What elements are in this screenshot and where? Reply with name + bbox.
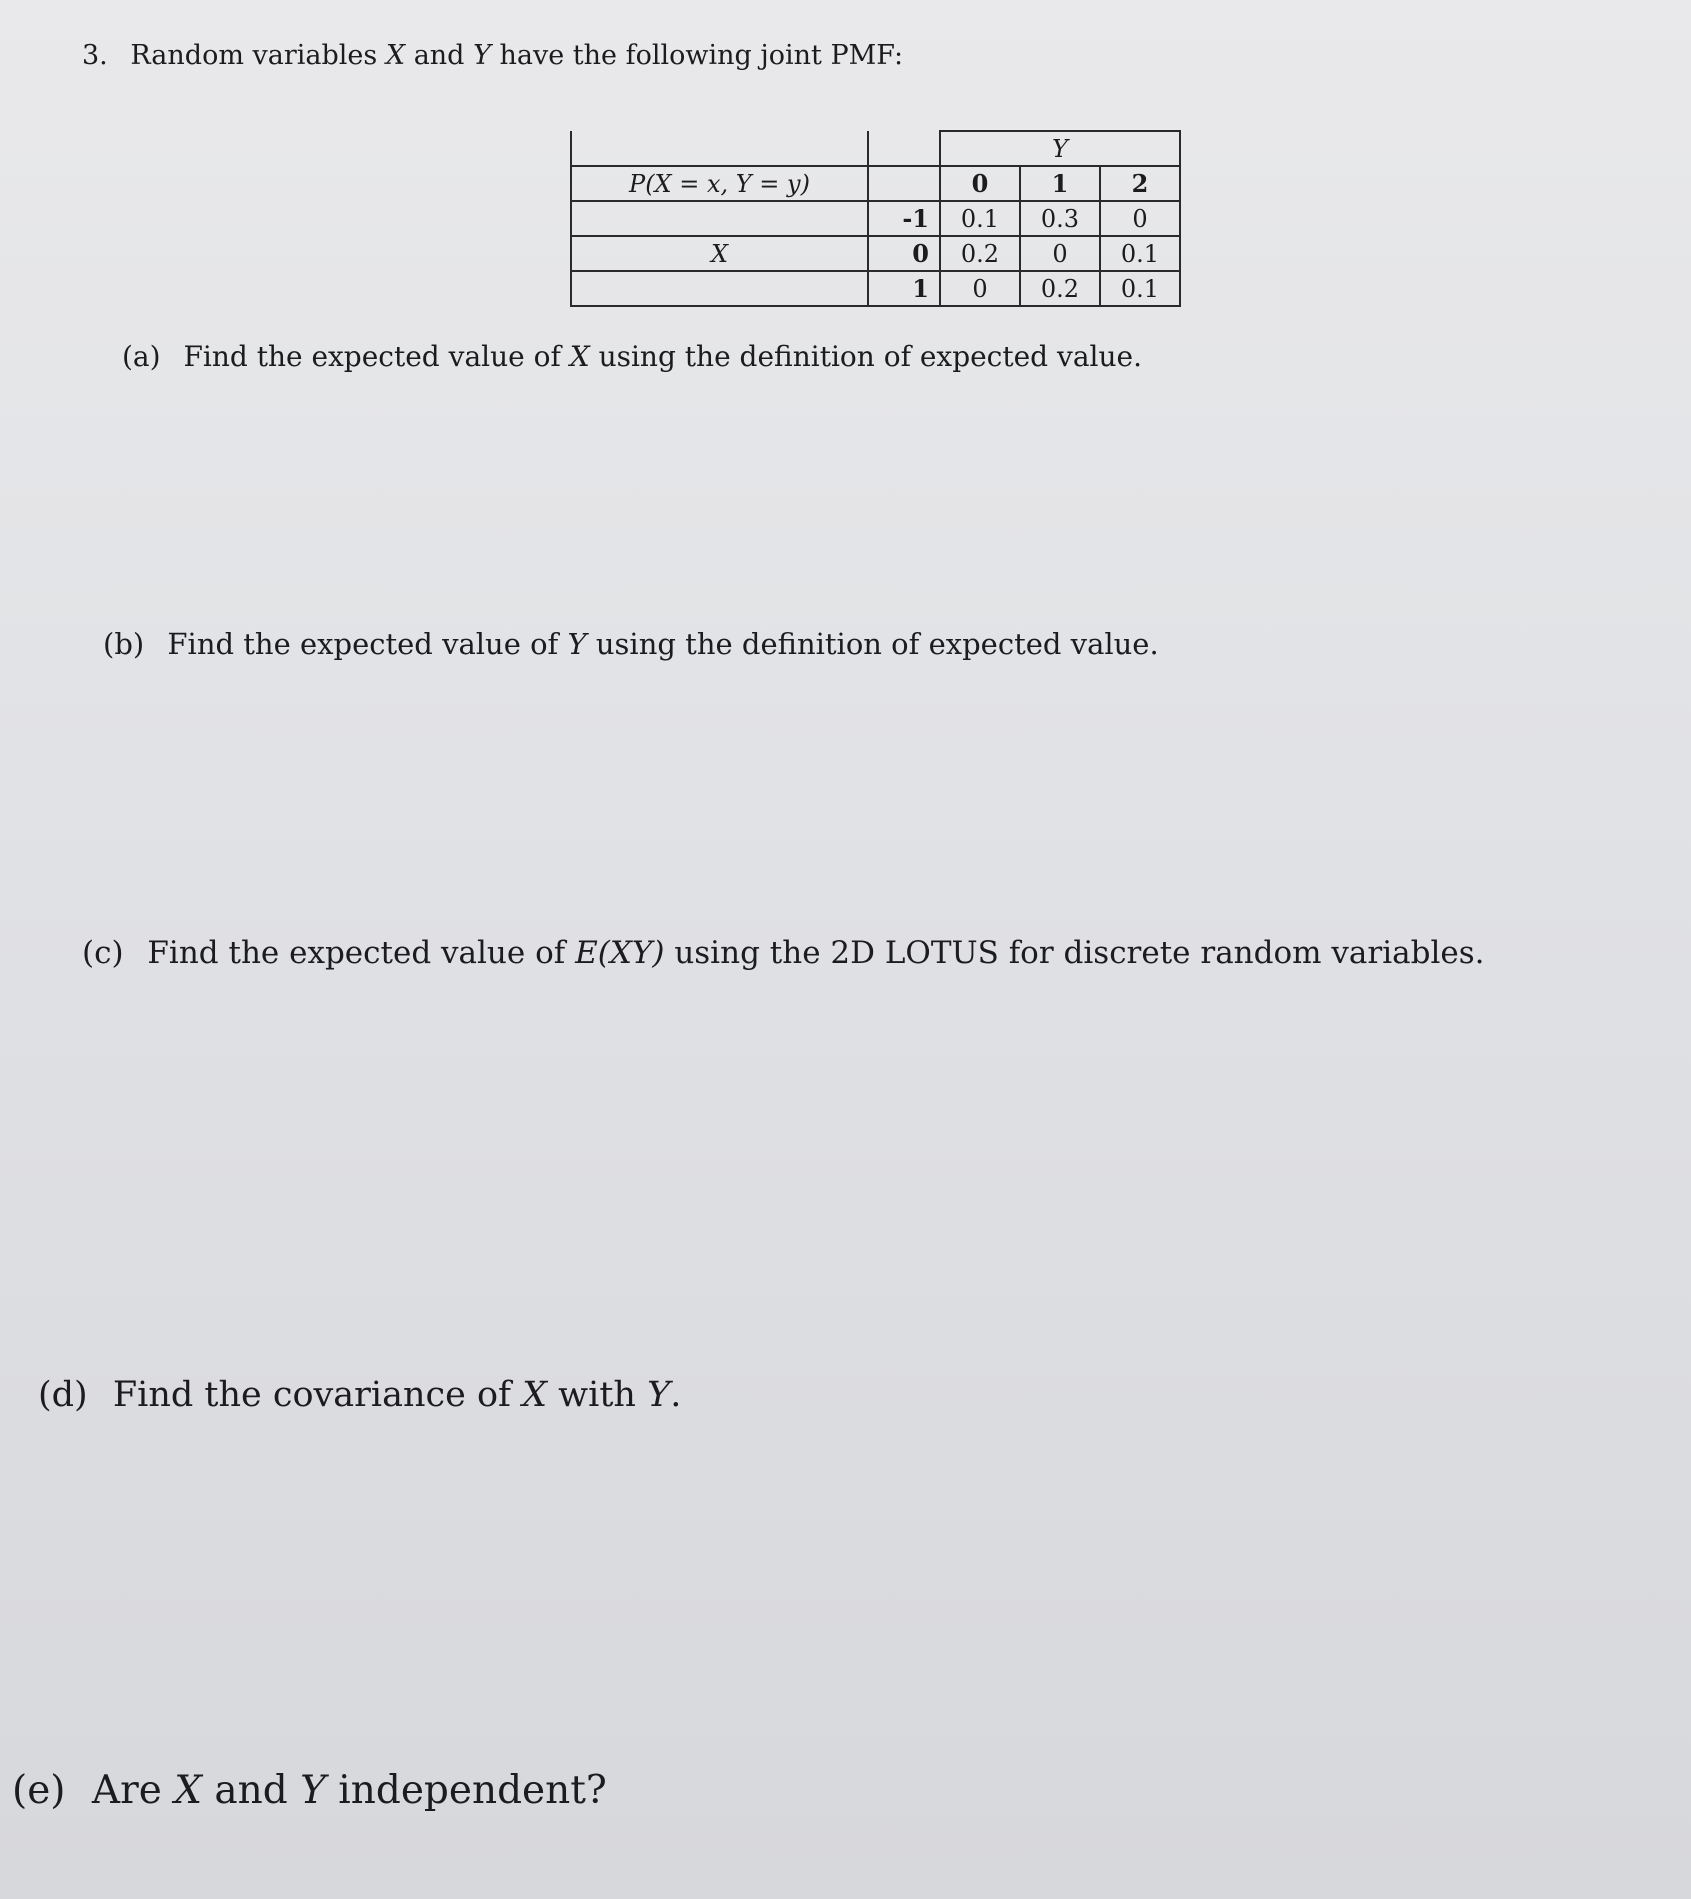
var-x: X: [385, 40, 406, 71]
question-text: using the definition of expected value.: [598, 340, 1142, 373]
part-c-question: [82, 935, 1484, 971]
and-text: and: [413, 40, 465, 71]
question-text: Find the expected value of: [167, 627, 559, 661]
problem-statement: [82, 40, 903, 71]
question-text: and: [214, 1768, 288, 1813]
var-y: Y: [567, 627, 587, 661]
table-row: [571, 271, 1180, 306]
var-y: Y: [473, 40, 491, 71]
table-row: [571, 131, 1180, 166]
var-y: Y: [647, 1375, 671, 1415]
expectation-expression: E(XY): [575, 935, 665, 971]
y-value-header: 1: [1020, 166, 1100, 201]
pmf-cell: 0: [1020, 236, 1100, 271]
joint-pmf-table: [570, 130, 1181, 307]
part-label: (a): [122, 340, 161, 373]
x-value-header: 0: [868, 236, 940, 271]
pmf-cell: 0.2: [940, 236, 1020, 271]
problem-intro-text-2: have the following joint PMF:: [499, 40, 904, 71]
question-text: Find the covariance of: [112, 1375, 511, 1415]
pmf-cell: 0.1: [1100, 236, 1180, 271]
y-value-header: 0: [940, 166, 1020, 201]
part-label: (b): [103, 627, 145, 661]
pmf-cell: 0.3: [1020, 201, 1100, 236]
question-text: .: [670, 1375, 682, 1415]
pmf-corner-label: P(X = x, Y = y): [571, 166, 868, 201]
x-header: X: [571, 236, 868, 271]
part-label: (c): [82, 935, 124, 971]
problem-intro-text: Random variables: [130, 40, 378, 71]
pmf-cell: 0: [1100, 201, 1180, 236]
pmf-cell: 0: [940, 271, 1020, 306]
table-row: [571, 201, 1180, 236]
problem-number: 3.: [82, 40, 108, 71]
table-cell-empty: [868, 131, 940, 166]
x-value-header: 1: [868, 271, 940, 306]
part-label: (e): [12, 1768, 66, 1813]
part-e-question: [12, 1768, 607, 1813]
part-b-question: [103, 627, 1159, 661]
var-y: Y: [300, 1768, 326, 1813]
question-text: Find the expected value of: [183, 340, 561, 373]
question-text: independent?: [338, 1768, 607, 1813]
y-header: Y: [940, 131, 1180, 166]
question-text: using the definition of expected value.: [595, 627, 1159, 661]
pmf-cell: 0.1: [1100, 271, 1180, 306]
table-row: [571, 166, 1180, 201]
part-label: (d): [38, 1375, 88, 1415]
question-text: with: [558, 1375, 636, 1415]
x-value-header: -1: [868, 201, 940, 236]
pmf-cell: 0.2: [1020, 271, 1100, 306]
var-x: X: [522, 1375, 548, 1415]
var-x: X: [569, 340, 590, 373]
part-a-question: [122, 340, 1142, 373]
y-value-header: 2: [1100, 166, 1180, 201]
question-text: using the 2D LOTUS for discrete random variables.: [674, 935, 1485, 971]
table-cell-empty: [571, 271, 868, 306]
part-d-question: [38, 1375, 681, 1415]
table-row: [571, 236, 1180, 271]
question-text: Are: [91, 1768, 162, 1813]
table-cell-empty: [571, 131, 868, 166]
table-cell-empty: [571, 201, 868, 236]
question-text: Find the expected value of: [147, 935, 566, 971]
table-cell-empty: [868, 166, 940, 201]
var-x: X: [174, 1768, 202, 1813]
pmf-cell: 0.1: [940, 201, 1020, 236]
